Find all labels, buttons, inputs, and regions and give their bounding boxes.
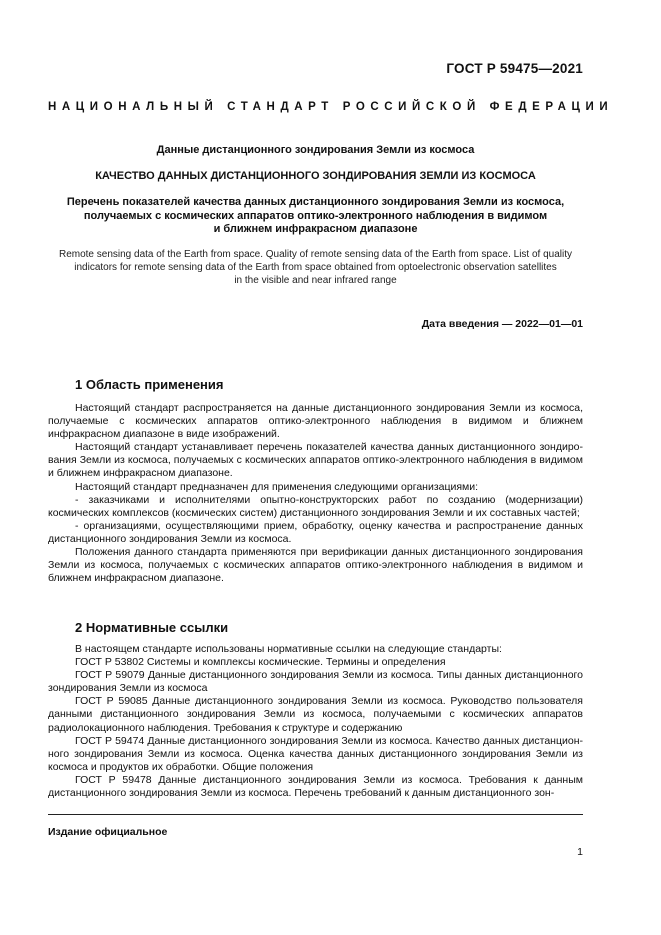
- paragraph: Настоящий стандарт распространяется на данные дистанционного зондирования Земли из космоса, получаемые с космических аппаратов оптико-электронного наблюдения в видимом и ближнем инфракрасном диапазоне в виде изображений.: [48, 402, 583, 441]
- paragraph: Настоящий стандарт предназначен для применения следующими организациями:: [75, 480, 479, 493]
- english-title-line: indicators for remote sensing data of the Earth from space obtained from optoelectronic observation satellites: [74, 262, 557, 273]
- paragraph: - заказчиками и исполнителями опытно-конструкторских работ по созданию (модернизации) космических комплексов (космических систем) дистанционного зондирования Земли и их составных частей;: [48, 493, 583, 519]
- paragraph: ГОСТ Р 53802 Системы и комплексы космические. Термины и определения: [75, 656, 446, 669]
- paragraph: Положения данного стандарта применяются при верификации данных дистанционного зондирования Земли из космоса, получаемых с космических аппаратов оптико-электронного наблюдения в видимом и ближнем инфракрасном диапазоне.: [48, 546, 583, 585]
- paragraph: ГОСТ Р 59478 Данные дистанционного зондирования Земли из космоса. Требования к данным дистанционного зондирования Земли из космоса. Перечень требований к данным дистанционного зон-: [48, 773, 583, 800]
- paragraph: ГОСТ Р 59474 Данные дистанционного зондирования Земли из космоса. Качество данных дистанционного зондирования Земли из космоса. Оценка качества данных дистанционного зондирования Земли из космоса и продуктов их обработки. Общие положения: [48, 734, 583, 773]
- official-edition-label: Издание официальное: [48, 826, 168, 838]
- paragraph: - организациями, осуществляющими прием, обработку, оценку качества и распространение данных дистанционного зондирования Земли из космоса.: [48, 519, 583, 545]
- english-title-line: Remote sensing data of the Earth from space. Quality of remote sensing data of the Earth from space. List of quality: [58, 249, 573, 260]
- paragraph: Настоящий стандарт устанавливает перечень показателей качества данных дистанционного зондирования Земли из космоса, получаемых с космических аппаратов оптико-электронного наблюдения в видимом и ближнем инфракрасном диапазоне.: [48, 441, 583, 480]
- subtitle-line: получаемых с космических аппаратов оптико-электронного наблюдения в видимом: [83, 209, 548, 222]
- subtitle-line: Перечень показателей качества данных дистанционного зондирования Земли из космоса,: [66, 196, 565, 208]
- page-number: 1: [577, 846, 583, 858]
- standard-number: ГОСТ Р 59475—2021: [446, 61, 583, 76]
- paragraph: В настоящем стандарте использованы нормативные ссылки на следующие стандарты:: [75, 643, 502, 655]
- english-title: [48, 248, 583, 287]
- footer-divider: [48, 814, 583, 815]
- subtitle-line: и ближнем инфракрасном диапазоне: [213, 223, 418, 235]
- national-standard-title: НАЦИОНАЛЬНЫЙ СТАНДАРТ РОССИЙСКОЙ ФЕДЕРАЦИИ: [48, 101, 614, 113]
- section-heading-references: 2 Нормативные ссылки: [75, 620, 229, 635]
- english-title-line: in the visible and near infrared range: [234, 275, 397, 286]
- section-body-references: [48, 643, 583, 800]
- introduction-date: Дата введения — 2022—01—01: [421, 318, 583, 330]
- paragraph: ГОСТ Р 59085 Данные дистанционного зондирования Земли из космоса. Руководство пользователя данными дистанционного зондирования Земли из космоса, получаемыми с космических аппаратов радиолокационного наблюдения. Требования к структуре и содержанию: [48, 695, 583, 734]
- document-subtitle: [48, 196, 583, 237]
- section-heading-scope: 1 Область применения: [75, 377, 224, 392]
- document-subject: Данные дистанционного зондирования Земли из космоса: [156, 144, 475, 156]
- paragraph: ГОСТ Р 59079 Данные дистанционного зондирования Земли из космоса. Типы данных дистанционного зондирования Земли из космоса: [48, 669, 583, 695]
- document-title: КАЧЕСТВО ДАННЫХ ДИСТАНЦИОННОГО ЗОНДИРОВАНИЯ ЗЕМЛИ ИЗ КОСМОСА: [95, 170, 536, 182]
- section-body-scope: [48, 402, 583, 585]
